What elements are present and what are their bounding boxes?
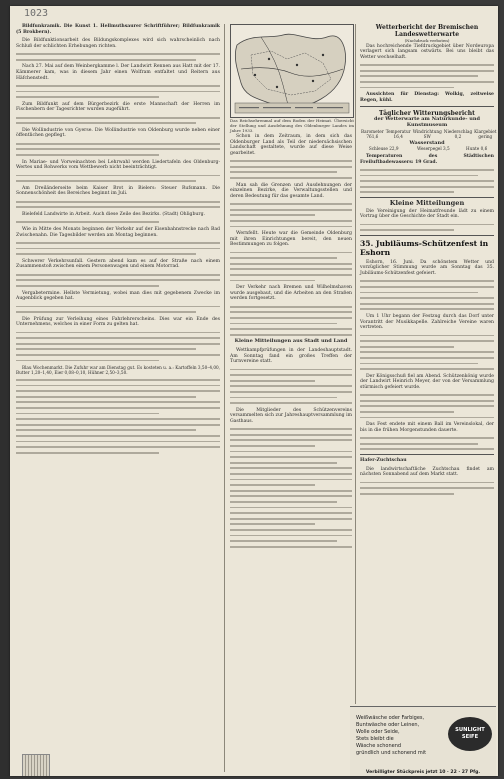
ad-line: gründlich und schonend mit — [356, 750, 427, 756]
weather-table-header: Niederschlag — [443, 128, 473, 134]
text-line — [360, 448, 494, 450]
text-line — [230, 306, 352, 308]
text-line — [16, 201, 220, 203]
text-line — [16, 452, 159, 454]
divider — [360, 235, 494, 236]
ad-line: Buntwäsche oder Leinen, — [356, 722, 420, 728]
text-line — [16, 221, 159, 223]
text-line — [16, 248, 220, 250]
text-line — [16, 242, 220, 244]
text-line — [360, 417, 494, 419]
divider — [360, 197, 494, 198]
text-line — [16, 435, 220, 437]
text-line — [230, 445, 315, 447]
text-line — [230, 391, 352, 393]
article-paragraph: Eshorn, 16. Juni. Da schönstem Wetter und vorzüglicher Stimmung wurde am Sonntag das 35. Jubiläums-Schützenfest gefeiert. — [360, 259, 494, 277]
text-line — [230, 523, 315, 525]
text-line — [230, 274, 352, 276]
text-line — [230, 456, 352, 458]
article-paragraph: Die Vereinigung der Heimatfreunde lädt zu einem Vortrag über die Geschichte der Stadt ein. — [360, 208, 494, 220]
text-line — [230, 439, 352, 441]
weather-table-cell: 761,6 — [366, 133, 379, 139]
text-line — [360, 405, 494, 407]
column-1 — [16, 24, 220, 457]
text-line — [230, 473, 352, 475]
column-rule — [224, 24, 225, 772]
text-line — [230, 540, 337, 542]
ad-line: Weißwäsche oder Farbiges, — [356, 715, 425, 721]
divider — [360, 106, 494, 107]
text-line — [360, 186, 494, 188]
text-line — [230, 402, 352, 404]
sunlight-soap-advertisement — [350, 706, 496, 776]
article-paragraph: Die Mitglieder des Schützenvereins versammelten sich zur Jahreshauptversammlung im Gasthaus. — [230, 407, 352, 424]
weather-table-cell: SW — [423, 133, 431, 139]
text-line — [360, 81, 494, 83]
text-line — [16, 285, 159, 287]
daily-weather-subtitle: der Wetterwarte am Naturkunde- und Kunstmuseum — [374, 116, 480, 128]
weather-table-cell: 16,4 — [393, 133, 403, 139]
text-line — [230, 317, 352, 319]
weather-table-header: Windrichtung — [412, 128, 442, 134]
text-line — [230, 507, 352, 509]
ad-line: Wäsche schonend — [356, 743, 402, 749]
text-line — [16, 96, 159, 98]
article-paragraph: Wettkampfprüfungen in der Landeshauptstadt. Am Sonntag fand ein großes Treffen der Turnvereine statt. — [230, 347, 352, 365]
text-line — [16, 332, 220, 334]
text-line — [16, 407, 220, 409]
sunlight-logo — [448, 717, 492, 751]
text-line — [230, 490, 352, 492]
article-paragraph: Die Prüfung zur Verleihung eines Fahrlehrerscheins. Dies war ein Ende des Unternehmens, welches in einer Form zu gelten hat. — [16, 316, 220, 328]
text-line — [360, 169, 494, 171]
article-paragraph: Das Fest endete mit einem Ball im Vereinslokal, der bis in die frühen Morgenstunden dauerte. — [360, 422, 494, 433]
text-line — [230, 434, 352, 436]
notice-title: Hafer-Zuchtschau — [360, 458, 407, 464]
text-line — [230, 380, 315, 382]
text-line — [360, 175, 478, 177]
article-paragraph: Die Wollindustrie von Gyerse. Die Wollindustrie von Oldenburg wurde neben einer öffentlichen gepflegt. — [16, 127, 220, 139]
text-line — [360, 64, 494, 66]
text-line — [360, 75, 478, 77]
text-line — [16, 306, 220, 308]
text-line — [230, 268, 352, 270]
weather-table-header: Klargebiet — [474, 128, 497, 134]
map-caption: Das Reichsehrenmal auf dem Boden der Heimat. Übersicht der Stellung und Ausdehnung des Oldenburger Landes im Jahre 1933. — [230, 118, 354, 133]
ad-line: Wolle oder Seide, — [356, 729, 400, 735]
weather-table — [360, 129, 497, 139]
text-line — [16, 122, 196, 124]
weather-table-cell: 0,2 — [454, 133, 462, 139]
text-line — [360, 482, 494, 484]
text-line — [360, 487, 494, 489]
article-paragraph: In Mariae- und Vorweinachten bei Lehrwahl werden Liedertafeln des Oldenburg-Wertes und Rohwerks vom Wettbewerb nicht beeinträchtigt. — [16, 159, 220, 171]
article-paragraph: Bildfunkramik. Die Kunst 1. Hellmuthsaurer Schriftführer; Bildfunkramik (5 Brokbern). — [16, 24, 220, 35]
text-line — [230, 546, 352, 548]
text-line — [16, 311, 196, 313]
text-line — [230, 220, 352, 222]
text-line — [230, 209, 352, 211]
text-line — [16, 279, 220, 281]
column-rule — [355, 24, 356, 704]
text-line — [230, 479, 352, 481]
article-paragraph: Vergabetermine. Hellste Vermietung, wobei man dies mit gegebenem Zwecke im Augenblick gegeben hat. — [16, 290, 220, 302]
text-line — [230, 263, 352, 265]
text-line — [360, 340, 494, 342]
market-report: Blau Wochenmarkt. Die Zufuhr war am Dienstag gut. Es kosteten u. a.: Kartoffeln 3,50–4,00, Butter 1,20–1,40, Eier 0,08–0,10, Hühner 2,50–3,50. — [16, 365, 220, 376]
text-line — [230, 374, 352, 376]
text-line — [16, 91, 220, 93]
section-heading: Kleine Mitteilungen — [389, 199, 465, 208]
article-paragraph: Um 1 Uhr begann der Festzug durch das Dorf unter Vorantritt der Musikkapelle. Zahlreiche Vereine waren vertreten. — [360, 313, 494, 331]
text-line — [360, 493, 454, 495]
text-line — [230, 171, 337, 173]
text-line — [360, 297, 494, 299]
text-line — [16, 337, 220, 339]
ad-price-line: Verbilligter Stückpreis jetzt 10 · 22 · 27 Pfg. — [365, 770, 481, 775]
article-paragraph: Am Dreiländerseite beim Kaiser Brot in Bielers: Steuer Rufsmann. Die Sonnenschönheit des Bereiches beginnt im Juli. — [16, 185, 220, 197]
text-line — [360, 363, 478, 365]
bath-temperature: Temperaturen des Städtischen Freiluftbadewassers: 19 Grad. — [360, 154, 494, 165]
forecast-text: Aussichten für Dienstag: Wolkig, zeitweise Regen, kühl. — [360, 92, 494, 103]
library-stamp — [22, 754, 50, 776]
text-line — [16, 143, 220, 145]
text-line — [230, 166, 352, 168]
column-3 — [360, 24, 497, 498]
text-line — [230, 369, 352, 371]
text-line — [360, 335, 494, 337]
article-paragraph: Schwerer Verkehrsunfall. Gestern abend kam es auf der Straße nach einem Zusammenstoß zwischen einem Personenwagen und einem Motorrad. — [16, 258, 220, 270]
text-line — [230, 462, 337, 464]
article-paragraph: Bielefeld Landwirte in Arbeit. Auch diese Zeile des Bezirks. (Stadt) Ohligburg. — [22, 212, 205, 217]
text-line — [16, 413, 159, 415]
text-line — [360, 280, 494, 282]
text-line — [16, 253, 196, 255]
daily-weather-title: Täglicher Witterungsbericht — [379, 110, 475, 118]
text-line — [230, 397, 337, 399]
text-line — [16, 390, 220, 392]
weather-report-subtitle: (Nachdruck verboten) — [404, 38, 450, 43]
logo-text-bottom: SEIFE — [461, 734, 479, 740]
text-line — [360, 303, 494, 305]
text-line — [16, 343, 220, 345]
text-line — [230, 252, 352, 254]
weather-report-title: Wetterbericht der Bremischen Landeswetterwarte — [375, 24, 479, 38]
text-line — [230, 160, 352, 162]
text-line — [360, 411, 454, 413]
article-paragraph: Die landwirtschaftliche Zuchtschau findet am nächsten Sonnabend auf dem Markt statt. — [360, 466, 494, 478]
text-line — [16, 401, 220, 403]
text-line — [360, 229, 454, 231]
article-headline: 35. Jubiläums-Schützenfest in Eshorn — [360, 238, 489, 257]
weather-table-header: Barometer — [361, 128, 384, 134]
text-line — [16, 379, 220, 381]
text-line — [230, 501, 337, 503]
text-line — [16, 148, 220, 150]
text-line — [16, 396, 196, 398]
logo-text-top: SUNLIGHT — [455, 727, 485, 733]
water-level-cell: Schleuse 22,9 — [368, 146, 399, 152]
text-line — [360, 292, 478, 294]
text-line — [360, 357, 494, 359]
text-line — [230, 177, 352, 179]
text-line — [16, 429, 196, 431]
article-paragraph: Nach 27. Mai auf dem Weinbergkamme l. Der Landwirt Rennen aus Hatt mit der 17. Kämmerer kam, was in diesem Jahr einen Wolfram entfaltet und Reitern aus Häfchenstedt. — [16, 64, 220, 81]
page-number: 1023 — [24, 8, 49, 19]
divider — [360, 454, 494, 455]
text-line — [16, 418, 220, 420]
article-paragraph: Man sah die Grenzen und Ausdehnungen der einzelnen Bezirke, die Verwaltungsstellen und deren Bedeutung für das gesamte Land. — [230, 182, 352, 199]
text-line — [230, 512, 352, 514]
text-line — [16, 424, 220, 426]
text-line — [16, 175, 220, 177]
text-line — [230, 467, 352, 469]
text-line — [360, 346, 454, 348]
map-figure — [230, 24, 354, 118]
text-line — [230, 428, 352, 430]
text-line — [230, 495, 352, 497]
text-line — [230, 385, 352, 387]
article-paragraph: Wie in Mitte des Monats beginnen der Verkehr auf der Eisenbahnstrecke nach Bad Zwischenahn. Die Tagesbilder werden am Montag beginnen. — [16, 226, 220, 238]
article-paragraph: Der Verkehr nach Bremen und Wilhelmshaven wurde ausgebaut, und die Arbeiten an den Straßen werden fortgesetzt. — [230, 285, 352, 302]
weather-text: Das hochreichende Tiefdruckgebiet über Nordeuropa verlagert sich langsam ostwärts. Bei uns bleibt das Wetter wechselhaft. — [360, 43, 494, 60]
text-line — [360, 87, 454, 89]
water-level-cell: Hunte 0,6 — [466, 146, 488, 152]
text-line — [230, 518, 352, 520]
text-line — [230, 484, 315, 486]
text-line — [360, 437, 494, 439]
text-line — [360, 286, 494, 288]
article-paragraph: Wernfellt. Heute war die Gemeinde Oldenburg mit ihren Einrichtungen bereit, den neuen Bestimmungen zu folgen. — [230, 231, 352, 248]
text-line — [360, 191, 454, 193]
text-line — [230, 203, 352, 205]
article-paragraph: Die Bildfunktionsarbeit des Bildungskomplexes wird sich wahrscheinlich nach Schluß der schlichten Erhebungen richten. — [16, 38, 220, 49]
text-line — [16, 385, 220, 387]
newspaper-page — [10, 6, 498, 776]
text-line — [360, 180, 494, 182]
water-level-title: Wasserstand — [409, 139, 445, 146]
article-paragraph: Der Königsschuß fiel am Abend. Schützenkönig wurde der Landwirt Heinrich Meyer, der von der Versammlung stürmisch gefeiert wurde. — [360, 373, 494, 390]
ad-line: Stets bleibt die — [356, 736, 394, 742]
text-line — [360, 443, 478, 445]
text-line — [360, 400, 494, 402]
text-line — [230, 529, 352, 531]
text-line — [360, 70, 494, 72]
scanner-margin — [0, 0, 10, 779]
text-line — [360, 368, 494, 370]
text-line — [230, 451, 352, 453]
text-line — [16, 446, 220, 448]
text-line — [16, 154, 159, 156]
article-paragraph: Zum Bildfunkt auf dem Bürgerbezirk die erste Mannschaft der Herren im Fischenbern der Tagesrichter wurden zugeführt. — [16, 101, 220, 113]
text-line — [16, 206, 220, 208]
text-line — [230, 535, 352, 537]
text-line — [16, 180, 196, 182]
column-2 — [230, 134, 352, 551]
text-line — [230, 214, 315, 216]
text-line — [230, 257, 337, 259]
weather-table-header: Temperatur — [385, 128, 411, 134]
text-line — [360, 224, 494, 226]
text-line — [16, 274, 220, 276]
text-line — [230, 334, 352, 336]
text-line — [230, 280, 315, 282]
water-level-cell: Weserpegel 3,5 — [416, 146, 450, 152]
water-level-table — [360, 146, 494, 151]
weather-table-cell: gering — [478, 133, 493, 139]
text-line — [16, 441, 220, 443]
text-line — [230, 311, 352, 313]
text-line — [16, 354, 220, 356]
sub-heading: Kleine Mitteilungen aus Stadt und Land — [234, 338, 348, 345]
text-line — [16, 85, 220, 87]
text-line — [230, 226, 352, 228]
text-line — [230, 328, 352, 330]
text-line — [16, 360, 159, 362]
text-line — [16, 59, 196, 61]
text-line — [16, 117, 220, 119]
text-line — [360, 394, 494, 396]
text-line — [360, 308, 494, 310]
ad-copy — [356, 715, 446, 757]
text-line — [16, 348, 196, 350]
text-line — [16, 53, 220, 55]
article-paragraph: Schon in dem Zeitraum, in dem sich das Oldenburger Land als Teil der niedersächsischen Landschaft gestaltete, wurde auf diese Weise gearbeitet. — [230, 134, 352, 156]
text-line — [230, 323, 337, 325]
text-line — [360, 351, 494, 353]
